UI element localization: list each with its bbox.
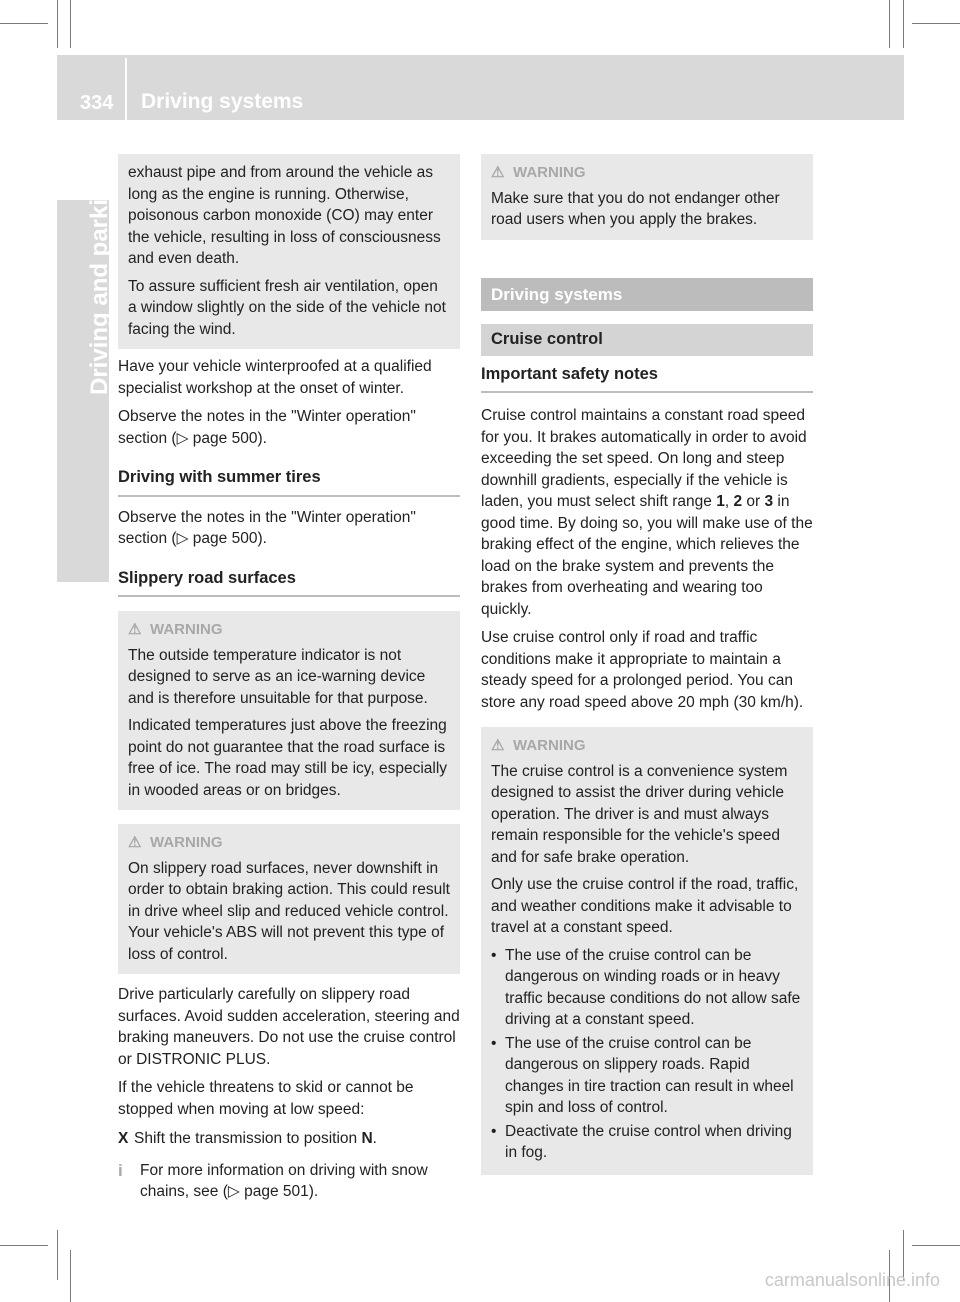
step-text: Shift the transmission to position N.	[134, 1130, 377, 1147]
warning-text: Only use the cruise control if the road, traffic, and weather conditions make it advisable to travel at a constant speed.	[491, 876, 799, 936]
heading-safety-notes: Important safety notes	[481, 364, 813, 394]
warning-triangle-icon: ⚠	[491, 737, 505, 754]
warning-triangle-icon: ⚠	[128, 834, 142, 851]
warning-box-co	[118, 154, 460, 349]
page-number: 334	[80, 92, 114, 114]
warning-heading	[128, 832, 450, 854]
warning-text: exhaust pipe and from around the vehicle as long as the engine is running. Otherwise, poisonous carbon monoxide (CO) may enter the vehicle, resulting in loss of consciousness and even death.	[128, 164, 441, 267]
bullet-icon: •	[491, 1122, 497, 1140]
paragraph: Use cruise control only if road and traffic conditions make it appropriate to maintain a steady speed for a prolonged period. You can store any road speed above 20 mph (30 km/h).	[481, 629, 804, 711]
warning-text: Indicated temperatures just above the freezing point do not guarantee that the road surface is free of ice. The road may still be icy, especially in wooded areas or on bridges.	[128, 717, 448, 799]
crop-mark	[70, 0, 71, 48]
warning-text: The outside temperature indicator is not designed to serve as an ice-warning device and is therefore unsuitable for that purpose.	[128, 646, 428, 707]
warning-label: WARNING	[513, 737, 586, 754]
warning-text: To assure sufficient fresh air ventilation, open a window slightly on the side of the vehicle not facing the wind.	[128, 277, 446, 338]
crop-mark	[912, 1245, 960, 1246]
warning-triangle-icon: ⚠	[491, 164, 505, 181]
crop-mark	[70, 1250, 71, 1302]
warning-label: WARNING	[150, 621, 223, 638]
crop-mark	[912, 23, 960, 24]
bullet-icon: •	[491, 1034, 497, 1052]
warning-label: WARNING	[513, 164, 586, 181]
warning-label: WARNING	[150, 834, 223, 851]
right-column	[481, 150, 813, 1175]
left-column	[118, 150, 460, 1203]
paragraph: Observe the notes in the "Winter operation" section (▷ page 500).	[118, 508, 416, 547]
paragraph: Drive particularly carefully on slippery road surfaces. Avoid sudden acceleration, steering and braking maneuvers. Do not use the cruise control or DISTRONIC PLUS.	[118, 986, 460, 1068]
crop-mark	[57, 0, 58, 48]
paragraph: Have your vehicle winterproofed at a qualified specialist workshop at the onset of winter.	[118, 358, 432, 397]
warning-box-temperature	[118, 611, 460, 810]
warning-triangle-icon: ⚠	[128, 621, 142, 638]
warning-heading	[128, 619, 450, 641]
warning-text: The cruise control is a convenience system designed to assist the driver during vehicle operation. The driver is and must always remain responsible for the vehicle's speed and for safe brake operation.	[491, 762, 788, 866]
info-icon: i	[118, 1160, 123, 1180]
subsection-title: Cruise control	[481, 324, 813, 356]
header-title: Driving systems	[141, 90, 304, 113]
crop-mark	[903, 0, 904, 48]
heading-summer-tires: Driving with summer tires	[118, 467, 460, 497]
warning-text: Make sure that you do not endanger other road users when you apply the brakes.	[491, 189, 780, 228]
instruction-step	[118, 1128, 460, 1150]
side-chapter-label: Driving and parking	[86, 169, 113, 395]
paragraph: Observe the notes in the "Winter operation" section (▷ page 500).	[118, 408, 416, 447]
warning-heading	[491, 735, 803, 757]
bullet-icon: •	[491, 946, 497, 964]
info-text: For more information on driving with snow chains, see (▷ page 501).	[140, 1161, 428, 1200]
warning-heading	[491, 162, 803, 184]
warning-text: On slippery road surfaces, never downshift in order to obtain braking action. This could result in drive wheel slip and reduced vehicle control. Your vehicle's ABS will not prevent this type of loss of control.	[128, 859, 450, 963]
paragraph: If the vehicle threatens to skid or cannot be stopped when moving at low speed:	[118, 1079, 414, 1118]
header-divider	[125, 58, 127, 120]
crop-mark	[57, 1230, 58, 1280]
crop-mark	[0, 23, 48, 24]
info-note	[118, 1160, 460, 1203]
heading-slippery-roads: Slippery road surfaces	[118, 568, 460, 598]
paragraph: Cruise control maintains a constant road speed for you. It brakes automatically in order to avoid exceeding the set speed. On long and steep downhill gradients, especially if the vehicle is laden, you must select shift range 1, 2 or 3 in good time. By doing so, you will make use of the braking effect of the engine, which relieves the load on the brake system and prevents the brakes from overheating and wearing too quickly.	[481, 407, 813, 618]
watermark-text: carmanualsonline.info	[764, 1270, 940, 1290]
crop-mark	[889, 0, 890, 48]
step-arrow-icon: X	[118, 1130, 129, 1147]
section-title: Driving systems	[481, 278, 813, 312]
warning-box-cruise-control	[481, 727, 813, 1175]
bullet-item: • The use of the cruise control can be dangerous on slippery roads. Rapid changes in tire traction can result in wheel spin and loss of control.	[491, 1033, 803, 1119]
bullet-item: • The use of the cruise control can be dangerous on winding roads or in heavy traffic because conditions do not allow safe driving at a constant speed.	[491, 945, 803, 1031]
crop-mark	[0, 1245, 48, 1246]
warning-box-downshift	[118, 824, 460, 974]
bullet-item: • Deactivate the cruise control when driving in fog.	[491, 1121, 803, 1164]
warning-box-brakes	[481, 154, 813, 240]
